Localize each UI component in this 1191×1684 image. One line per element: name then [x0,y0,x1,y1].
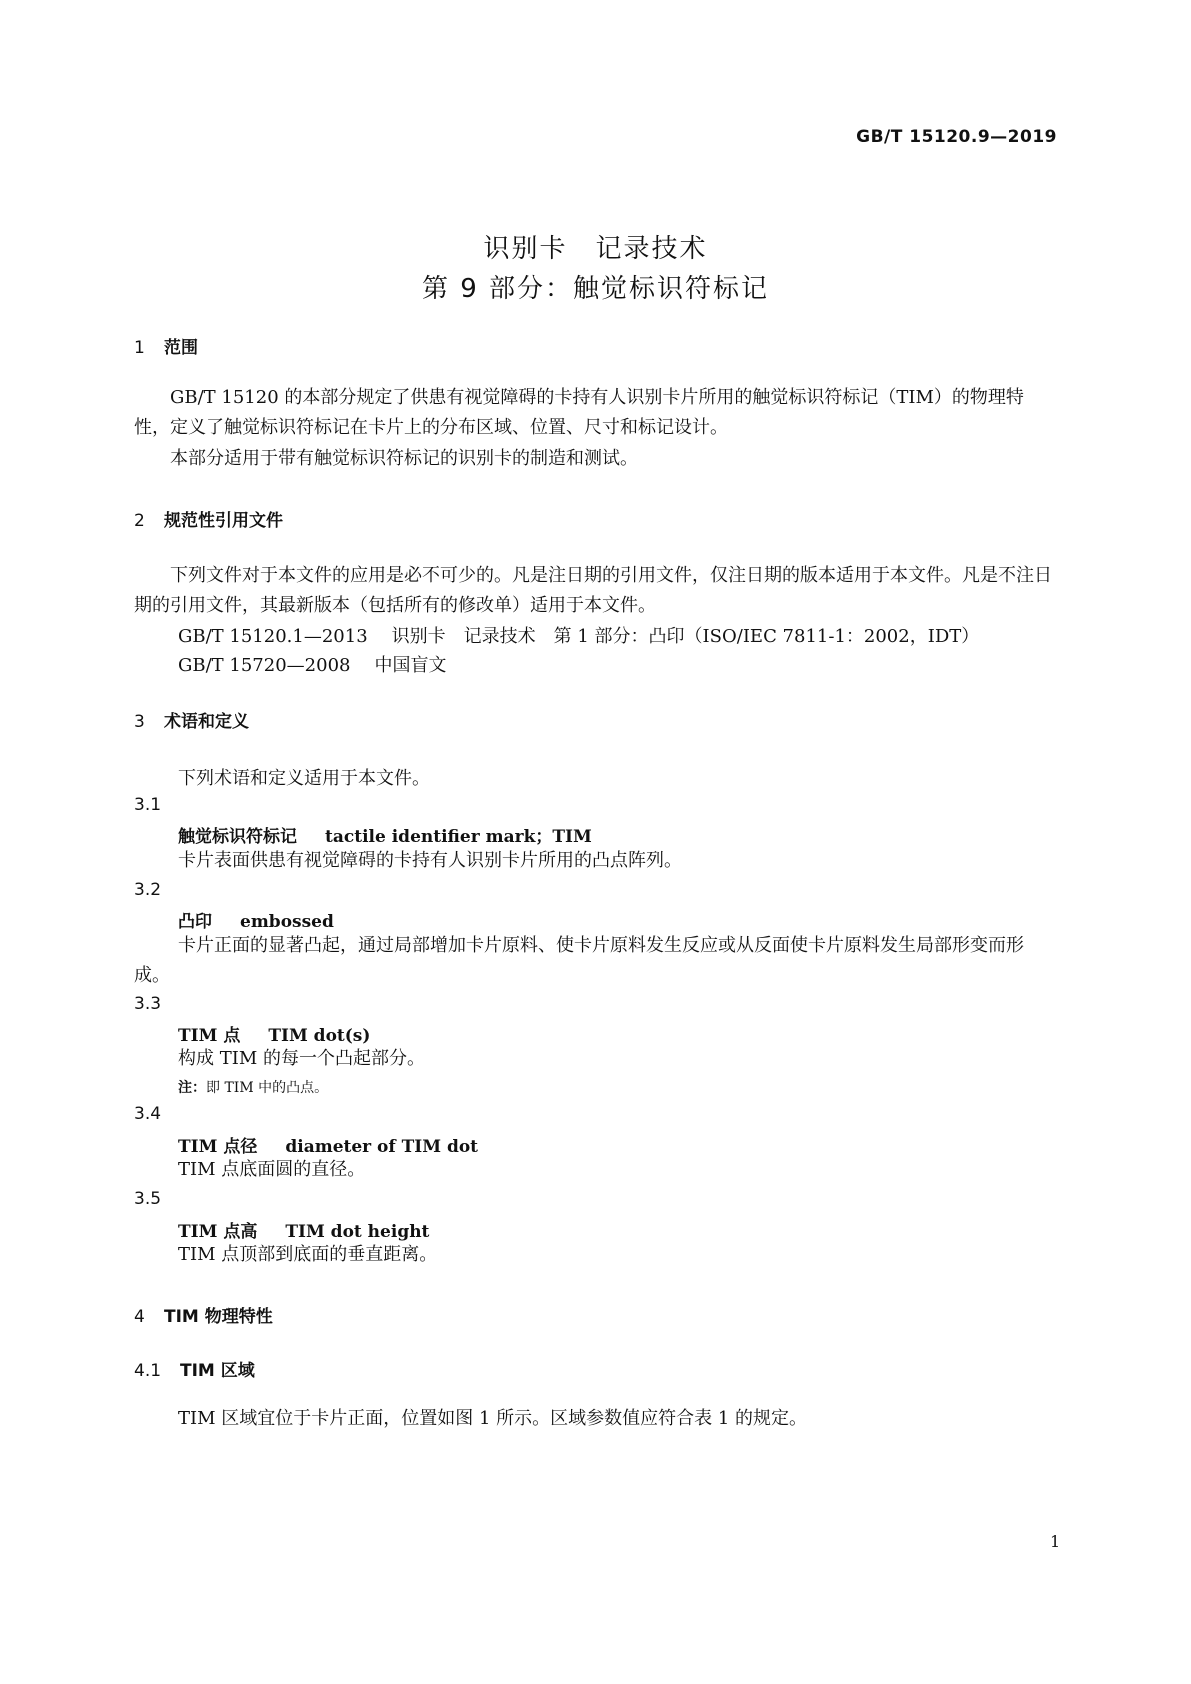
reference-item [178,622,979,648]
section-number: 3 [134,712,145,732]
subsection-number: 4.1 [134,1361,162,1381]
term-definition: 卡片表面供患有视觉障碍的卡持有人识别卡片所用的凸点阵列。 [178,850,682,871]
note-label: 注： [178,1080,206,1096]
paragraph: TIM 区域宜位于卡片正面，位置如图 1 所示。区域参数值应符合表 1 的规定。 [178,1408,808,1429]
page-number: 1 [1050,1532,1061,1551]
term-heading [178,1217,429,1242]
section-1-heading [134,333,198,358]
note-text: 即 TIM 中的凸点。 [206,1080,329,1096]
title-line-2: 第 9 部分：触觉标识符标记 [421,274,770,304]
paragraph: GB/T 15120 的本部分规定了供患有视觉障碍的卡持有人识别卡片所用的触觉标识符标记（TIM）的物理特性，定义了触觉标识符标记在卡片上的分布区域、位置、尺寸和标记设计。 [134,387,1024,438]
term-heading [178,1132,478,1157]
section-title: 范围 [164,338,198,358]
section-3-heading [134,707,249,732]
term-number: 3.4 [134,1104,162,1124]
term-en: tactile identifier mark；TIM [325,827,592,847]
term-zh: 触觉标识符标记 [178,827,297,847]
term-number: 3.1 [134,795,162,815]
term-definition: 构成 TIM 的每一个凸起部分。 [178,1048,425,1069]
term-heading [178,822,592,847]
term-number: 3.5 [134,1189,162,1209]
term-en: TIM dot(s) [268,1026,371,1046]
section-4-heading [134,1302,273,1327]
section-number: 4 [134,1307,145,1327]
subsection-4-1-heading [134,1356,255,1381]
term-heading [178,907,334,932]
term-definition: TIM 点顶部到底面的垂直距离。 [178,1244,438,1265]
term-definition: TIM 点底面圆的直径。 [178,1159,366,1180]
term-number: 3.3 [134,994,162,1014]
reference-code: GB/T 15120.1—2013 [178,626,368,647]
term-heading [178,1021,370,1046]
section-title: TIM 物理特性 [164,1307,273,1327]
section-number: 2 [134,511,145,531]
title-line-1: 识别卡 记录技术 [483,234,708,264]
subsection-title: TIM 区域 [180,1361,255,1381]
section-number: 1 [134,338,145,358]
reference-item [178,651,446,677]
term-definition: 卡片正面的显著凸起，通过局部增加卡片原料、使卡片原料发生反应或从反面使卡片原料发生局部形变而形成。 [134,935,1024,986]
term-en: TIM dot height [285,1222,430,1242]
term-note [178,1077,328,1097]
term-zh: TIM 点径 [178,1137,258,1157]
term-zh: TIM 点高 [178,1222,258,1242]
term-en: embossed [240,912,334,932]
section-2-heading [134,506,283,531]
reference-code: GB/T 15720—2008 [178,655,351,676]
paragraph: 下列文件对于本文件的应用是必不可少的。凡是注日期的引用文件，仅注日期的版本适用于本文件。凡是不注日期的引用文件，其最新版本（包括所有的修改单）适用于本文件。 [134,565,1052,616]
paragraph: 下列术语和定义适用于本文件。 [178,768,430,789]
term-en: diameter of TIM dot [285,1137,479,1157]
standard-number: GB/T 15120.9—2019 [856,127,1057,147]
term-zh: 凸印 [178,912,212,932]
section-title: 规范性引用文件 [164,511,283,531]
term-zh: TIM 点 [178,1026,241,1046]
paragraph: 本部分适用于带有触觉标识符标记的识别卡的制造和测试。 [170,448,638,469]
term-number: 3.2 [134,880,162,900]
reference-title: 识别卡 记录技术 第 1 部分：凸印（ISO/IEC 7811-1：2002，IDT） [391,626,980,647]
reference-title: 中国盲文 [374,655,447,676]
section-title: 术语和定义 [164,712,249,732]
